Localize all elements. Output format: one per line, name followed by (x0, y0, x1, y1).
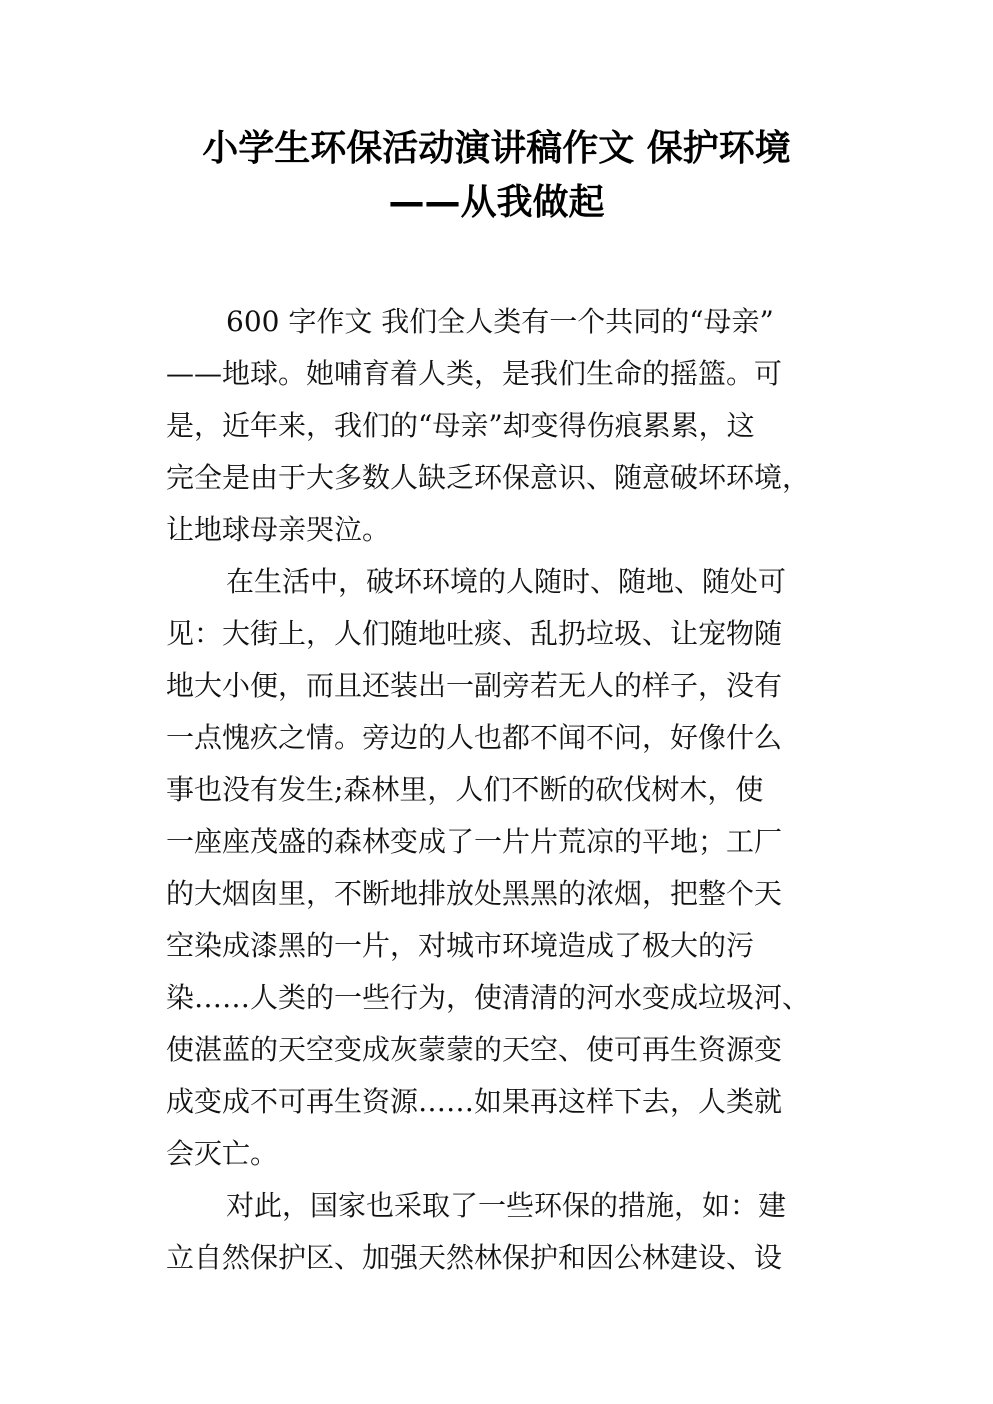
paragraph-1-line-5: 让地球母亲哭泣。 (166, 513, 391, 546)
paragraph-2-line-10: 使湛蓝的天空变成灰蒙蒙的天空、使可再生资源变 (166, 1033, 783, 1066)
paragraph-1-line-3: 是，近年来，我们的“母亲”却变得伤痕累累，这 (166, 409, 755, 442)
paragraph-2-line-1: 在生活中，破坏环境的人随时、随地、随处可 (226, 565, 787, 598)
paragraph-2-line-5: 事也没有发生;森林里，人们不断的砍伐树木，使 (166, 773, 764, 806)
paragraph-2-line-12: 会灭亡。 (166, 1137, 279, 1170)
paragraph-2-line-3: 地大小便，而且还装出一副旁若无人的样子，没有 (166, 669, 783, 702)
paragraph-2-line-7: 的大烟囱里，不断地排放处黑黑的浓烟，把整个天 (166, 877, 783, 910)
paragraph-1-line-4: 完全是由于大多数人缺乏环保意识、随意破坏环境， (166, 461, 811, 494)
paragraph-1-line-1: 600 字作文 我们全人类有一个共同的“母亲” (226, 305, 774, 338)
paragraph-1-line-2: ——地球。她哺育着人类，是我们生命的摇篮。可 (166, 357, 783, 390)
document-title-line-1: 小学生环保活动演讲稿作文 保护环境 (202, 128, 791, 169)
paragraph-2-line-2: 见：大街上，人们随地吐痰、乱扔垃圾、让宠物随 (166, 617, 783, 650)
paragraph-3-line-2: 立自然保护区、加强天然林保护和因公林建设、设 (166, 1241, 783, 1274)
paragraph-2-line-8: 空染成漆黑的一片，对城市环境造成了极大的污 (166, 929, 755, 962)
paragraph-2-line-4: 一点愧疚之情。旁边的人也都不闻不问，好像什么 (166, 721, 783, 754)
paragraph-2-line-11: 成变成不可再生资源……如果再这样下去，人类就 (166, 1085, 783, 1118)
document-title-line-2: ——从我做起 (388, 182, 605, 223)
paragraph-3-line-1: 对此，国家也采取了一些环保的措施，如：建 (226, 1189, 787, 1222)
paragraph-2-line-6: 一座座茂盛的森林变成了一片片荒凉的平地；工厂 (166, 825, 783, 858)
paragraph-2-line-9: 染……人类的一些行为，使清清的河水变成垃圾河、 (166, 981, 811, 1014)
